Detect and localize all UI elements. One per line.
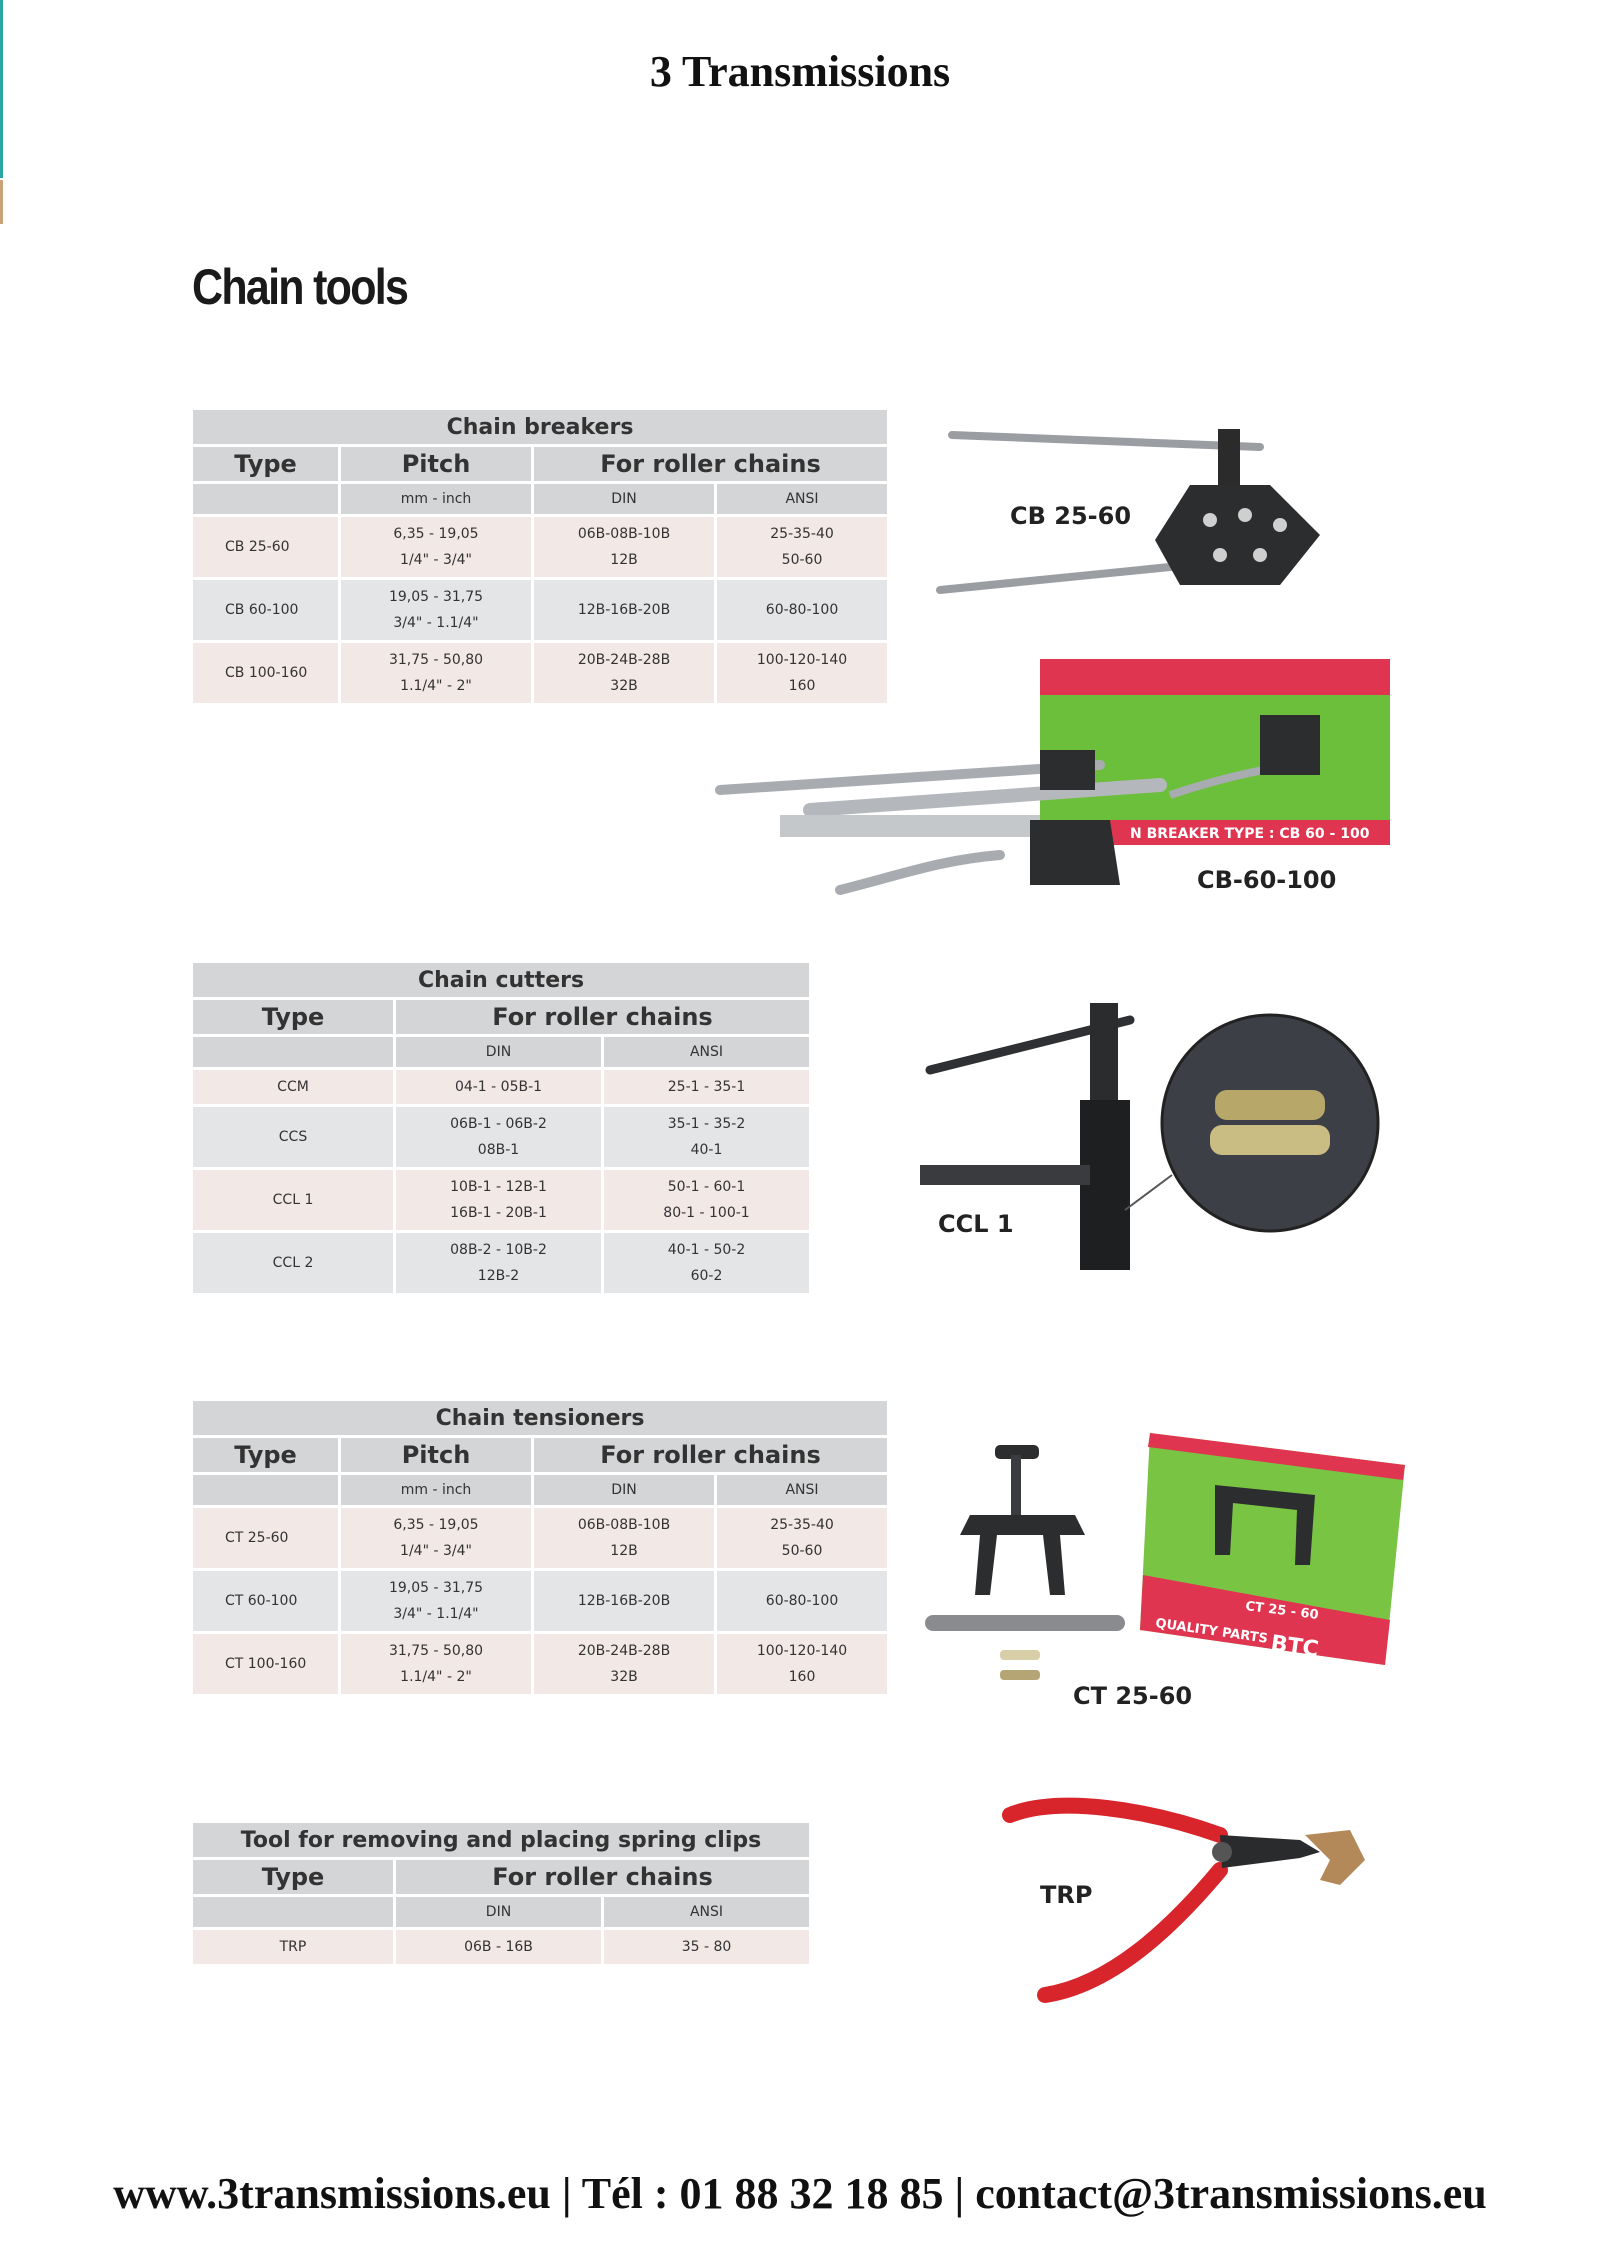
din-line1: 06B-08B-10B [577, 1517, 671, 1533]
col-header-roller-chains: For roller chains [534, 447, 887, 481]
ansi-line2: 60-2 [690, 1268, 723, 1284]
cell-din: 04-1 - 05B-1 [396, 1070, 601, 1104]
din-line2: 32B [610, 1669, 638, 1685]
sub-header-din: DIN [534, 1475, 714, 1505]
sub-header-din: DIN [534, 484, 714, 514]
ansi-line1: 25-35-40 [770, 526, 834, 542]
din-line2: 16B-1 - 20B-1 [450, 1205, 547, 1221]
col-header-roller-chains: For roller chains [396, 1000, 809, 1034]
cell-ansi [604, 1170, 809, 1230]
section-title: Chain tools [192, 259, 408, 315]
cell-ansi: 25-1 - 35-1 [604, 1070, 809, 1104]
table-row [193, 580, 887, 640]
ansi-line2: 40-1 [690, 1142, 723, 1158]
table-row [193, 1233, 809, 1293]
ansi-line1: 35-1 - 35-2 [667, 1116, 746, 1132]
col-header-roller-chains: For roller chains [534, 1438, 887, 1472]
pitch-inch: 3/4" - 1.1/4" [393, 615, 479, 631]
din-line2: 12B [610, 552, 638, 568]
din-line1: 06B-08B-10B [577, 526, 671, 542]
cell-type: TRP [193, 1930, 393, 1964]
cell-type: CT 100-160 [193, 1634, 338, 1694]
table-row [193, 1634, 887, 1694]
sub-header-ansi: ANSI [604, 1897, 809, 1927]
col-header-type: Type [193, 447, 338, 481]
ansi-line1: 100-120-140 [756, 1643, 848, 1659]
din-line1: 20B-24B-28B [577, 1643, 671, 1659]
ansi-line2: 50-60 [781, 552, 823, 568]
pitch-mm: 19,05 - 31,75 [388, 589, 484, 605]
ansi-line1: 50-1 - 60-1 [667, 1179, 746, 1195]
col-header-type: Type [193, 1000, 393, 1034]
cell-type: CCM [193, 1070, 393, 1104]
ct-box-type: CT 25 - 60 [1244, 1599, 1320, 1623]
sub-header-empty [193, 1037, 393, 1067]
cell-din: 12B-16B-20B [534, 1571, 714, 1631]
pitch-inch: 1/4" - 3/4" [400, 1543, 472, 1559]
cell-type: CB 60-100 [193, 580, 338, 640]
pitch-inch: 1.1/4" - 2" [400, 678, 472, 694]
ansi-line2: 50-60 [781, 1543, 823, 1559]
col-header-type: Type [193, 1438, 338, 1472]
ansi-line2: 160 [788, 678, 816, 694]
table-row [193, 517, 887, 577]
table-row [193, 1070, 809, 1104]
cell-ansi: 35 - 80 [604, 1930, 809, 1964]
sub-header-din: DIN [396, 1037, 601, 1067]
page-header: 3 Transmissions [649, 47, 951, 96]
sub-header-pitch: mm - inch [341, 484, 531, 514]
cell-type: CCL 2 [193, 1233, 393, 1293]
ansi-line1: 25-35-40 [770, 1517, 834, 1533]
table-row [193, 1508, 887, 1568]
ansi-line1: 100-120-140 [756, 652, 848, 668]
pitch-inch: 3/4" - 1.1/4" [393, 1606, 479, 1622]
pitch-mm: 6,35 - 19,05 [393, 1517, 479, 1533]
col-header-pitch: Pitch [341, 1438, 531, 1472]
cell-din: 12B-16B-20B [534, 580, 714, 640]
sub-header-empty [193, 484, 338, 514]
table-row [193, 1107, 809, 1167]
spring-clip-tool-table [190, 1820, 812, 1967]
ansi-line1: 40-1 - 50-2 [667, 1242, 746, 1258]
cell-type: CT 60-100 [193, 1571, 338, 1631]
cell-ansi: 60-80-100 [717, 580, 887, 640]
din-line1: 08B-2 - 10B-2 [450, 1242, 547, 1258]
din-line2: 12B-2 [477, 1268, 520, 1284]
cell-din [396, 1233, 601, 1293]
col-header-type: Type [193, 1860, 393, 1894]
col-header-pitch: Pitch [341, 447, 531, 481]
ct-box-brand: QUALITY PARTS [1154, 1616, 1269, 1647]
pitch-mm: 19,05 - 31,75 [388, 1580, 484, 1596]
sub-header-pitch: mm - inch [341, 1475, 531, 1505]
cell-type: CCL 1 [193, 1170, 393, 1230]
cell-din [396, 1170, 601, 1230]
table-row [193, 1571, 887, 1631]
cell-pitch [341, 1571, 531, 1631]
table-row [193, 1930, 809, 1964]
caption-cb-25-60: CB 25-60 [1010, 502, 1132, 530]
cell-pitch [341, 580, 531, 640]
din-line1: 10B-1 - 12B-1 [450, 1179, 547, 1195]
sub-header-empty [193, 1897, 393, 1927]
cell-pitch [341, 1634, 531, 1694]
cell-ansi [604, 1233, 809, 1293]
cell-type: CB 25-60 [193, 517, 338, 577]
cell-pitch [341, 517, 531, 577]
sub-header-ansi: ANSI [604, 1037, 809, 1067]
cell-din [534, 1634, 714, 1694]
cell-pitch [341, 1508, 531, 1568]
col-header-roller-chains: For roller chains [396, 1860, 809, 1894]
ct-box-logo: BTC [1269, 1631, 1321, 1663]
cell-din [534, 1508, 714, 1568]
table-title: Chain breakers [193, 410, 887, 444]
cell-type: CT 25-60 [193, 1508, 338, 1568]
cell-din: 06B - 16B [396, 1930, 601, 1964]
din-line2: 32B [610, 678, 638, 694]
sub-header-empty [193, 1475, 338, 1505]
table-title: Chain tensioners [193, 1401, 887, 1435]
box-type-label: N BREAKER TYPE : CB 60 - 100 [1130, 826, 1370, 842]
ansi-line2: 160 [788, 1669, 816, 1685]
cell-type: CB 100-160 [193, 643, 338, 703]
cell-ansi [717, 1634, 887, 1694]
caption-trp: TRP [1040, 1881, 1093, 1909]
din-line2: 08B-1 [477, 1142, 520, 1158]
ansi-line2: 80-1 - 100-1 [663, 1205, 750, 1221]
chain-tensioners-table [190, 1398, 890, 1697]
pitch-inch: 1.1/4" - 2" [400, 1669, 472, 1685]
ccl-1-photo [910, 995, 1380, 1285]
sub-header-ansi: ANSI [717, 1475, 887, 1505]
pitch-mm: 31,75 - 50,80 [388, 652, 484, 668]
ct-25-60-photo [915, 1425, 1415, 1725]
cb-25-60-photo [930, 415, 1350, 615]
cell-ansi [604, 1107, 809, 1167]
cell-ansi: 60-80-100 [717, 1571, 887, 1631]
din-line1: 06B-1 - 06B-2 [450, 1116, 547, 1132]
table-title: Chain cutters [193, 963, 809, 997]
pitch-mm: 6,35 - 19,05 [393, 526, 479, 542]
cell-ansi [717, 1508, 887, 1568]
footer-contact: www.3transmissions.eu | Tél : 01 88 32 18 85 | contact@3transmissions.eu [113, 2169, 1487, 2218]
caption-ct-25-60: CT 25-60 [1073, 1682, 1193, 1710]
table-title: Tool for removing and placing spring clips [193, 1823, 809, 1857]
chain-cutters-table [190, 960, 812, 1296]
caption-cb-60-100: CB-60-100 [1197, 866, 1337, 894]
cell-ansi [717, 517, 887, 577]
edge-accent-bar-secondary [0, 180, 3, 224]
pitch-inch: 1/4" - 3/4" [400, 552, 472, 568]
caption-ccl-1: CCL 1 [938, 1210, 1014, 1238]
din-line2: 12B [610, 1543, 638, 1559]
cell-din [534, 517, 714, 577]
cell-din [534, 643, 714, 703]
table-row [193, 1170, 809, 1230]
cell-pitch [341, 643, 531, 703]
pitch-mm: 31,75 - 50,80 [388, 1643, 484, 1659]
sub-header-ansi: ANSI [717, 484, 887, 514]
din-line1: 20B-24B-28B [577, 652, 671, 668]
sub-header-din: DIN [396, 1897, 601, 1927]
cell-type: CCS [193, 1107, 393, 1167]
cell-din [396, 1107, 601, 1167]
